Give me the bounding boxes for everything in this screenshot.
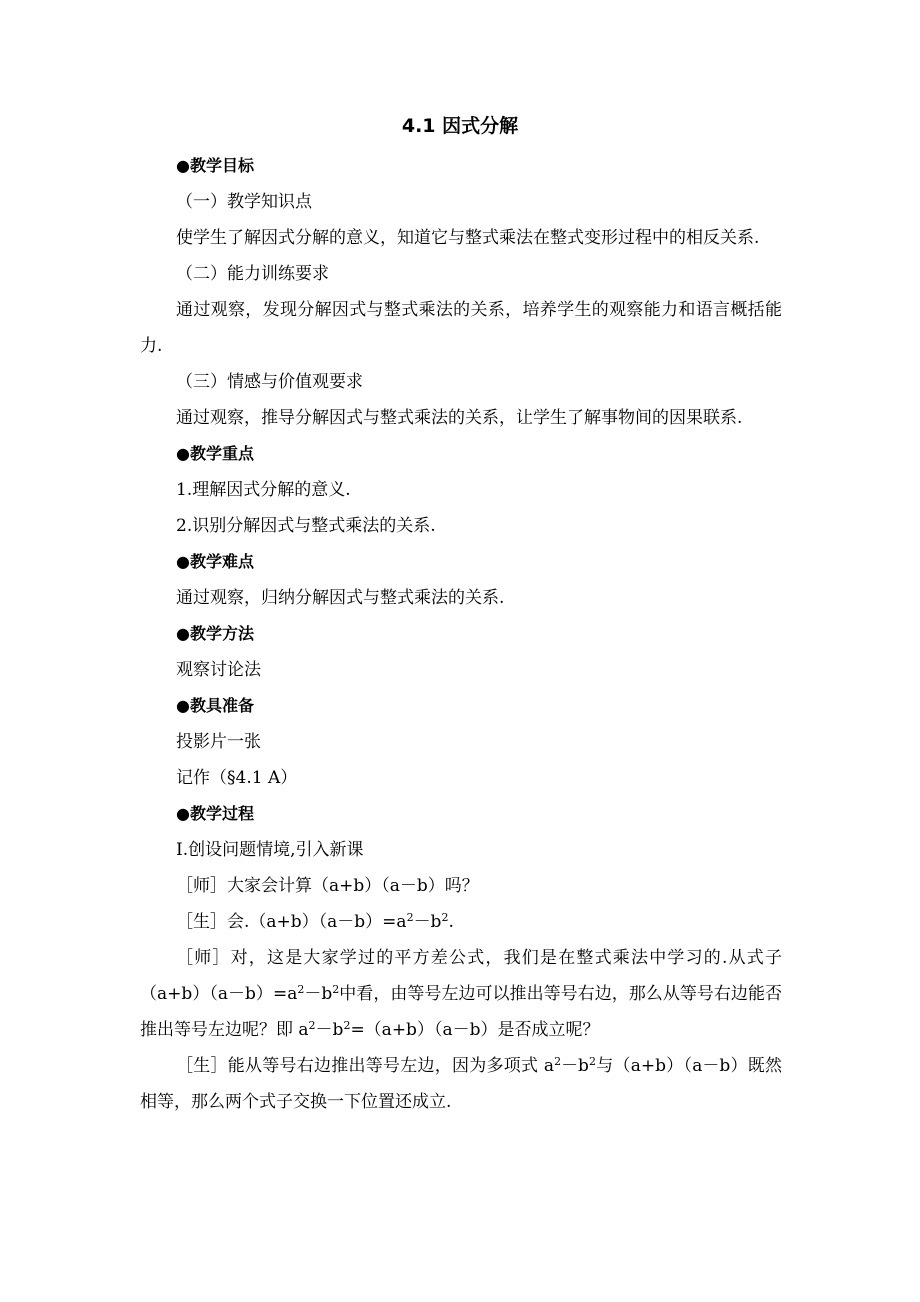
dialogue-teacher-1: ［师］大家会计算（a+b）（a－b）吗？ — [176, 876, 479, 896]
knowledge-text: 使学生了解因式分解的意义，知道它与整式乘法在整式变形过程中的相反关系. — [176, 228, 760, 248]
dialogue-teacher-2: ［师］对，这是大家学过的平方差公式，我们是在整式乘法中学习的.从式子$(a+b)(a-b)=a^2-b^2$中看，由等号左边可以推出等号右边，那么从等号右边能否推出等号左边呢？即 $a^2-b^2=(a+b)(a-b)$是否成立呢？ — [140, 948, 782, 1040]
method-heading: ●教学方法 — [176, 624, 254, 643]
knowledge-label: （一）教学知识点 — [176, 192, 312, 212]
dialogue-student-1: ［生］会$.(a+b)(a-b)=a^2-b^2$. — [176, 911, 454, 932]
key-points-heading: ●教学重点 — [176, 444, 254, 463]
process-heading: ●教学过程 — [176, 804, 254, 823]
page-title: 4.1 因式分解 — [401, 115, 519, 137]
tools-item-1: 投影片一张 — [176, 732, 261, 752]
objectives-heading: ●教学目标 — [176, 156, 254, 175]
ability-text: 通过观察，发现分解因式与整式乘法的关系，培养学生的观察能力和语言概括能力. — [140, 300, 782, 356]
emotion-text: 通过观察，推导分解因式与整式乘法的关系，让学生了解事物间的因果联系. — [176, 408, 743, 428]
process-section-1: Ⅰ.创设问题情境,引入新课 — [176, 840, 364, 860]
document-body — [140, 148, 782, 1120]
key-point-2: 2.识别分解因式与整式乘法的关系. — [176, 516, 436, 536]
ability-label: （二）能力训练要求 — [176, 264, 329, 284]
difficulties-heading: ●教学难点 — [176, 552, 254, 571]
tools-item-2: 记作（§4.1 A） — [176, 768, 298, 788]
dialogue-student-2: ［生］能从等号右边推出等号左边，因为多项式 $a^2-b^2$与（a+b）（a－b）既然相等，那么两个式子交换一下位置还成立. — [140, 1055, 782, 1112]
key-point-1: 1.理解因式分解的意义. — [176, 480, 351, 500]
emotion-label: （三）情感与价值观要求 — [176, 372, 363, 392]
method-text: 观察讨论法 — [176, 660, 261, 680]
difficulties-text: 通过观察，归纳分解因式与整式乘法的关系. — [176, 588, 505, 608]
tools-heading: ●教具准备 — [176, 696, 254, 715]
